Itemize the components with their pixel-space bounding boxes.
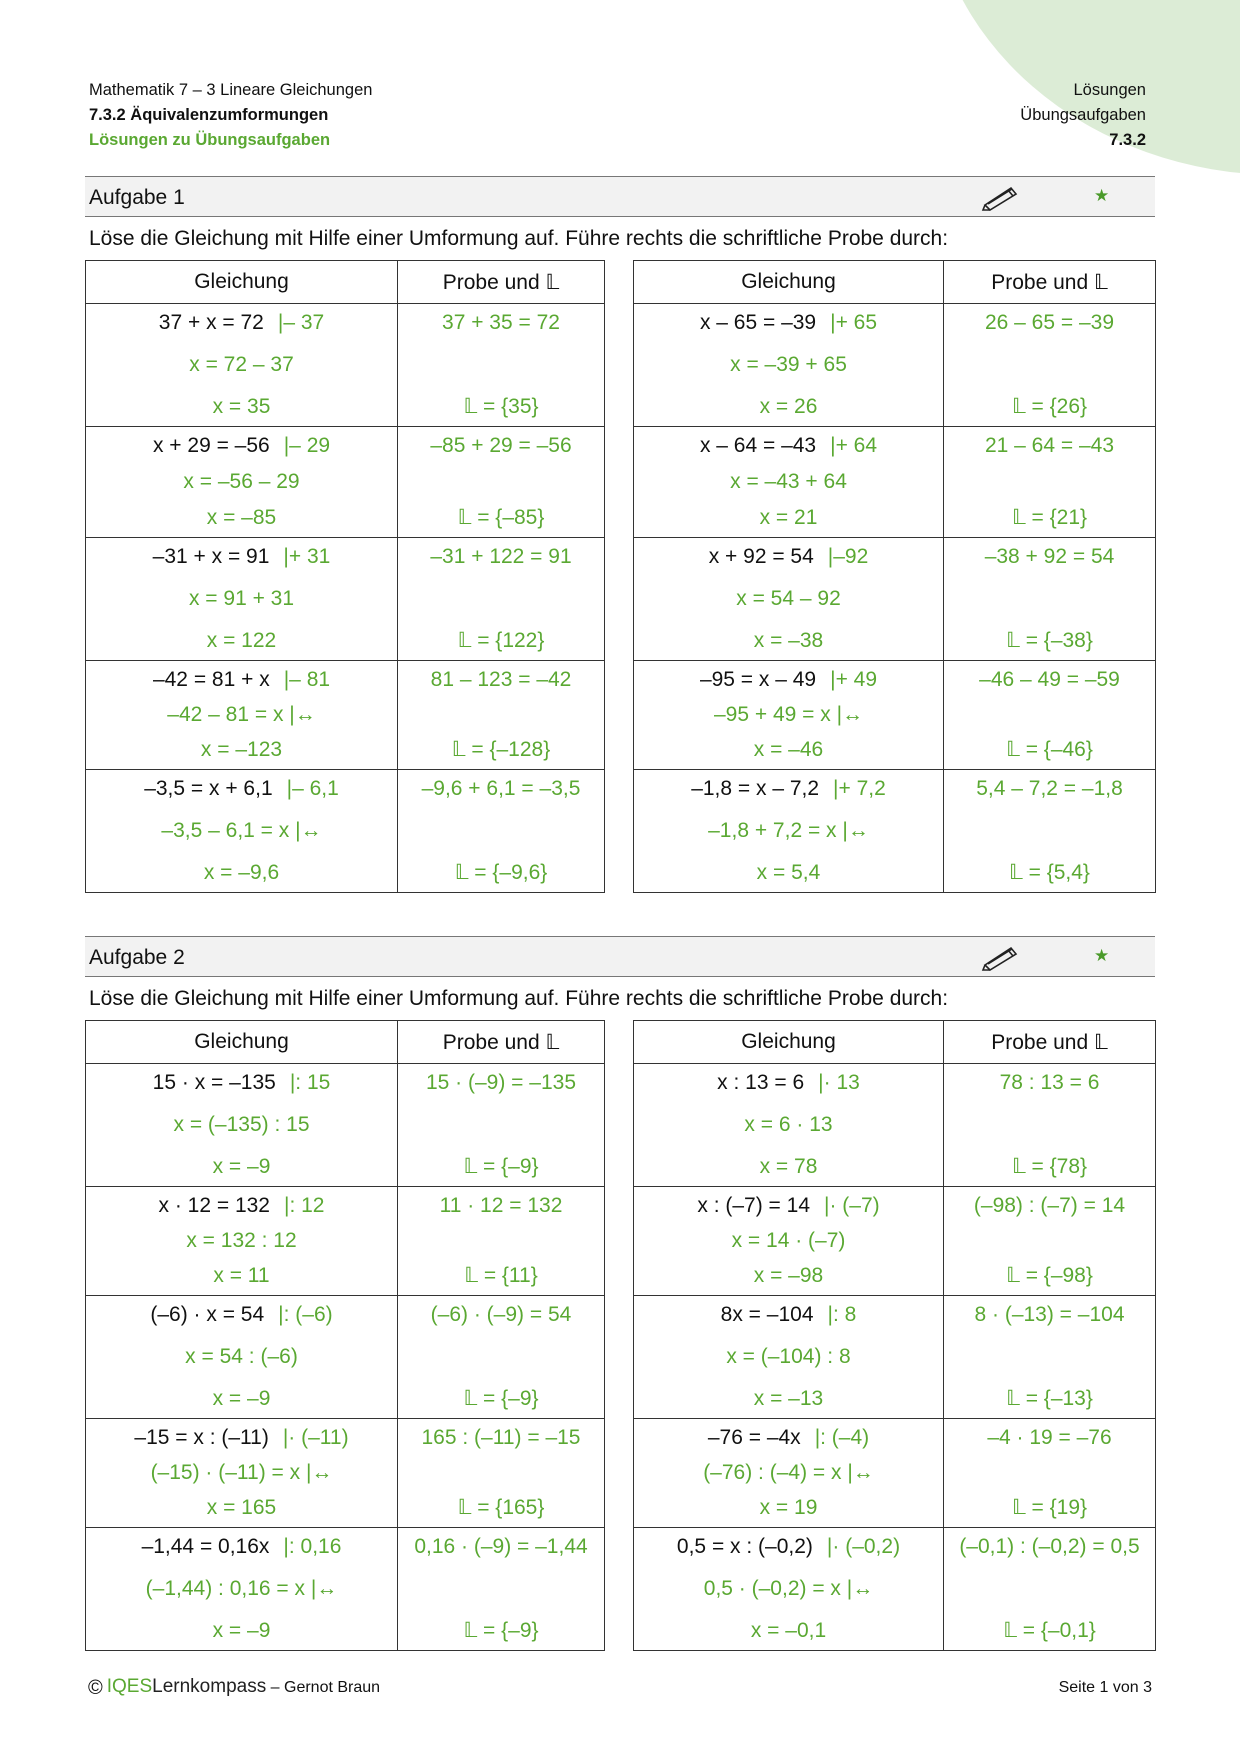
column-header-equation: Gleichung xyxy=(634,261,944,304)
equation-text: x – 65 = –39 xyxy=(699,311,817,334)
course-title: Mathematik 7 – 3 Lineare Gleichungen xyxy=(89,81,373,99)
probe-text: (–0,1) : (–0,2) = 0,5 xyxy=(959,1535,1140,1558)
probe-text: 81 – 123 = –42 xyxy=(430,668,572,691)
equation-table-right xyxy=(633,260,1156,893)
task-header xyxy=(85,176,1155,217)
operation-text: |· 13 xyxy=(818,1071,860,1094)
step-line: 0,5 · (–0,2) = x |↔ xyxy=(703,1577,874,1600)
solution-set: 𝕃 = {–46} xyxy=(1006,738,1093,761)
header-right-line2: Übungsaufgaben xyxy=(1020,106,1146,124)
equation-cell xyxy=(634,304,944,427)
solution-set: 𝕃 = {26} xyxy=(1011,395,1088,418)
pencil-icon xyxy=(981,183,1021,211)
equation-text: 15 · x = –135 xyxy=(152,1071,276,1094)
solution-set: 𝕃 = {–98} xyxy=(1006,1264,1093,1287)
solution-set: 𝕃 = {122} xyxy=(457,629,545,652)
equation-cell xyxy=(634,1528,944,1651)
equation-cell xyxy=(634,1296,944,1419)
result-line: x = 35 xyxy=(212,395,271,418)
equation-cell xyxy=(634,770,944,893)
probe-text: 26 – 65 = –39 xyxy=(984,311,1115,334)
equation-lines xyxy=(86,1064,397,1186)
probe-cell xyxy=(944,1187,1156,1296)
table-row xyxy=(86,1419,605,1528)
operation-text: |: 12 xyxy=(284,1194,325,1217)
operation-text: |+ 31 xyxy=(283,545,331,568)
equation-cell xyxy=(634,538,944,661)
equation-cell xyxy=(634,427,944,538)
probe-cell xyxy=(944,1528,1156,1651)
equation-lines xyxy=(634,304,943,426)
probe-text: –38 + 92 = 54 xyxy=(984,545,1115,568)
probe-cell xyxy=(398,1064,605,1187)
equation-text: –3,5 = x + 6,1 xyxy=(144,777,273,800)
table-row xyxy=(634,770,1156,893)
author: – Gernot Braun xyxy=(266,1679,381,1696)
probe-cell xyxy=(944,1064,1156,1187)
brand-lernkompass: Lernkompass xyxy=(152,1676,267,1697)
solution-set: 𝕃 = {11} xyxy=(464,1264,538,1287)
probe-text: 78 : 13 = 6 xyxy=(999,1071,1100,1094)
step-line: –42 – 81 = x |↔ xyxy=(167,703,316,726)
equation-cell xyxy=(86,538,398,661)
subtitle: Lösungen zu Übungsaufgaben xyxy=(89,131,331,149)
equation-cell xyxy=(86,1187,398,1296)
step-line: x = –56 – 29 xyxy=(183,470,300,493)
probe-cell xyxy=(944,304,1156,427)
equation-line xyxy=(86,544,397,570)
equation-line xyxy=(86,667,397,693)
solution-set: 𝕃 = {–9,6} xyxy=(454,861,548,884)
equation-table-left xyxy=(85,1020,605,1651)
step-line: –95 + 49 = x |↔ xyxy=(713,703,864,726)
equation-table-left xyxy=(85,260,605,893)
task-header xyxy=(85,936,1155,977)
header-left xyxy=(89,78,372,153)
solution-set: 𝕃 = {–0,1} xyxy=(1003,1619,1096,1642)
probe-lines xyxy=(944,1296,1155,1418)
operation-text: |· (–7) xyxy=(824,1194,880,1217)
column-header-equation: Gleichung xyxy=(86,1021,398,1064)
operation-text: |· (–11) xyxy=(282,1426,349,1449)
header-right-line1: Lösungen xyxy=(1073,81,1146,99)
step-line: x = 54 – 92 xyxy=(736,587,841,610)
probe-cell xyxy=(944,770,1156,893)
equation-lines xyxy=(634,1064,943,1186)
probe-text: 11 · 12 = 132 xyxy=(439,1194,563,1217)
solution-set: 𝕃 = {21} xyxy=(1011,506,1088,529)
result-line: x = –85 xyxy=(206,506,277,529)
table-row xyxy=(634,1528,1156,1651)
table-row xyxy=(634,538,1156,661)
probe-lines xyxy=(944,538,1155,660)
equation-line xyxy=(634,776,943,802)
equation-cell xyxy=(86,1064,398,1187)
equation-text: 37 + x = 72 xyxy=(158,311,264,334)
probe-lines xyxy=(398,1528,604,1650)
header-right-line3: 7.3.2 xyxy=(1109,131,1146,149)
probe-text: (–6) · (–9) = 54 xyxy=(430,1303,572,1326)
equation-cell xyxy=(86,770,398,893)
table-row xyxy=(86,1528,605,1651)
result-line: x = –0,1 xyxy=(750,1619,827,1642)
solution-set: 𝕃 = {5,4} xyxy=(1009,861,1090,884)
probe-lines xyxy=(944,1419,1155,1527)
page-number: Seite 1 von 3 xyxy=(1058,1679,1152,1696)
probe-text: 0,16 · (–9) = –1,44 xyxy=(414,1535,588,1558)
probe-lines xyxy=(398,538,604,660)
probe-lines xyxy=(398,770,604,892)
equation-line xyxy=(86,1425,397,1451)
probe-lines xyxy=(944,1187,1155,1295)
table-row xyxy=(86,1187,605,1296)
table-row xyxy=(86,1296,605,1419)
equation-lines xyxy=(634,427,943,537)
equation-lines xyxy=(86,538,397,660)
result-line: x = –13 xyxy=(753,1387,824,1410)
footer xyxy=(88,1676,380,1700)
table-row xyxy=(634,304,1156,427)
result-line: x = 26 xyxy=(759,395,818,418)
probe-cell xyxy=(944,538,1156,661)
equation-lines xyxy=(634,1419,943,1527)
probe-lines xyxy=(944,304,1155,426)
operation-text: |: (–4) xyxy=(814,1426,870,1449)
equation-line xyxy=(634,1193,943,1219)
equation-text: x + 29 = –56 xyxy=(152,434,270,457)
result-line: x = –98 xyxy=(753,1264,824,1287)
probe-text: –9,6 + 6,1 = –3,5 xyxy=(421,777,581,800)
result-line: x = 78 xyxy=(759,1155,818,1178)
solution-set: 𝕃 = {165} xyxy=(457,1496,545,1519)
equation-text: –95 = x – 49 xyxy=(699,668,817,691)
operation-text: |–92 xyxy=(827,545,869,568)
equation-line xyxy=(634,1302,943,1328)
operation-text: |: 8 xyxy=(827,1303,857,1326)
step-line: (–15) · (–11) = x |↔ xyxy=(150,1461,333,1484)
solution-set: 𝕃 = {–13} xyxy=(1006,1387,1093,1410)
result-line: x = –9,6 xyxy=(203,861,280,884)
solution-set: 𝕃 = {35} xyxy=(463,395,539,418)
equation-lines xyxy=(86,1296,397,1418)
table-row xyxy=(634,427,1156,538)
probe-text: 165 : (–11) = –15 xyxy=(421,1426,581,1449)
column-header-probe: Probe und 𝕃 xyxy=(398,1021,605,1064)
probe-cell xyxy=(944,1296,1156,1419)
step-line: x = 54 : (–6) xyxy=(185,1345,298,1368)
probe-text: –85 + 29 = –56 xyxy=(430,434,572,457)
equation-cell xyxy=(86,304,398,427)
equation-lines xyxy=(86,1419,397,1527)
equation-text: –76 = –4x xyxy=(707,1426,801,1449)
section-title: 7.3.2 Äquivalenzumformungen xyxy=(89,106,329,124)
probe-cell xyxy=(398,304,605,427)
solution-set: 𝕃 = {–128} xyxy=(451,738,551,761)
probe-lines xyxy=(944,661,1155,769)
equation-lines xyxy=(86,770,397,892)
probe-lines xyxy=(944,1528,1155,1650)
equation-line xyxy=(634,1534,943,1560)
table-row xyxy=(634,1296,1156,1419)
probe-cell xyxy=(398,661,605,770)
equation-line xyxy=(86,433,397,459)
equation-lines xyxy=(634,770,943,892)
operation-text: |: 15 xyxy=(289,1071,331,1094)
column-header-equation: Gleichung xyxy=(634,1021,944,1064)
probe-cell xyxy=(398,770,605,893)
probe-cell xyxy=(398,427,605,538)
equation-text: x : (–7) = 14 xyxy=(697,1194,810,1217)
result-line: x = 165 xyxy=(206,1496,277,1519)
probe-text: –46 – 49 = –59 xyxy=(979,668,1120,691)
table-row xyxy=(634,1187,1156,1296)
probe-cell xyxy=(398,1296,605,1419)
equation-line xyxy=(634,1425,943,1451)
table-row xyxy=(86,538,605,661)
equation-line xyxy=(634,433,943,459)
equation-cell xyxy=(86,1419,398,1528)
probe-text: –4 · 19 = –76 xyxy=(987,1426,1112,1449)
brand-iqes: IQES xyxy=(106,1676,153,1697)
result-line: x = 19 xyxy=(759,1496,818,1519)
result-line: x = 11 xyxy=(213,1264,270,1287)
table-row xyxy=(86,770,605,893)
equation-cell xyxy=(86,661,398,770)
table-row xyxy=(634,1419,1156,1528)
solution-set: 𝕃 = {–85} xyxy=(457,506,545,529)
equation-cell xyxy=(634,661,944,770)
probe-text: 21 – 64 = –43 xyxy=(984,434,1115,457)
equation-cell xyxy=(634,1187,944,1296)
result-line: x = –9 xyxy=(212,1619,271,1642)
equation-line xyxy=(86,1193,397,1219)
solution-set: 𝕃 = {–38} xyxy=(1006,629,1093,652)
equation-table-right xyxy=(633,1020,1156,1651)
result-line: x = –46 xyxy=(753,738,824,761)
solution-set: 𝕃 = {78} xyxy=(1011,1155,1088,1178)
equation-cell xyxy=(86,427,398,538)
step-line: x = –43 + 64 xyxy=(730,470,847,493)
operation-text: |+ 49 xyxy=(830,668,878,691)
operation-text: |: (–6) xyxy=(278,1303,333,1326)
equation-line xyxy=(634,667,943,693)
equation-text: –1,44 = 0,16x xyxy=(141,1535,270,1558)
header-right xyxy=(1020,78,1146,153)
star-icon: ★ xyxy=(1094,186,1110,205)
probe-cell xyxy=(398,1187,605,1296)
step-line: x = 91 + 31 xyxy=(188,587,295,610)
table-row xyxy=(86,304,605,427)
operation-text: |· (–0,2) xyxy=(826,1535,901,1558)
probe-cell xyxy=(944,661,1156,770)
equation-line xyxy=(86,310,397,336)
equation-text: –31 + x = 91 xyxy=(152,545,270,568)
equation-lines xyxy=(634,1187,943,1295)
step-line: x = 132 : 12 xyxy=(186,1229,297,1252)
table-row xyxy=(86,427,605,538)
table-row xyxy=(86,1064,605,1187)
column-header-equation: Gleichung xyxy=(86,261,398,304)
probe-lines xyxy=(944,1064,1155,1186)
equation-line xyxy=(634,1070,943,1096)
equation-line xyxy=(634,544,943,570)
equation-text: –1,8 = x – 7,2 xyxy=(691,777,820,800)
step-line: x = 6 · 13 xyxy=(744,1113,833,1136)
equation-lines xyxy=(634,661,943,769)
probe-cell xyxy=(398,1528,605,1651)
equation-text: x + 92 = 54 xyxy=(708,545,814,568)
equation-lines xyxy=(86,1528,397,1650)
equation-line xyxy=(86,1302,397,1328)
step-line: –1,8 + 7,2 = x |↔ xyxy=(708,819,869,842)
probe-lines xyxy=(398,1064,604,1186)
step-line: (–1,44) : 0,16 = x |↔ xyxy=(145,1577,338,1600)
operation-text: |+ 7,2 xyxy=(833,777,886,800)
equation-line xyxy=(86,1070,397,1096)
equation-lines xyxy=(634,538,943,660)
equation-text: x : 13 = 6 xyxy=(717,1071,805,1094)
task-instruction: Löse die Gleichung mit Hilfe einer Umformung auf. Führe rechts die schriftliche Probe durch: xyxy=(89,987,949,1010)
step-line: x = –39 + 65 xyxy=(730,353,847,376)
equation-cell xyxy=(86,1528,398,1651)
probe-cell xyxy=(398,538,605,661)
equation-text: –42 = 81 + x xyxy=(152,668,270,691)
probe-cell xyxy=(944,427,1156,538)
operation-text: |– 29 xyxy=(283,434,331,457)
equation-lines xyxy=(86,1187,397,1295)
probe-text: 5,4 – 7,2 = –1,8 xyxy=(976,777,1123,800)
equation-cell xyxy=(634,1064,944,1187)
operation-text: |– 6,1 xyxy=(286,777,339,800)
equation-lines xyxy=(634,1528,943,1650)
operation-text: |+ 64 xyxy=(830,434,878,457)
equation-lines xyxy=(86,661,397,769)
operation-text: |: 0,16 xyxy=(283,1535,342,1558)
step-line: –3,5 – 6,1 = x |↔ xyxy=(161,819,322,842)
probe-lines xyxy=(398,304,604,426)
probe-lines xyxy=(944,427,1155,537)
probe-cell xyxy=(398,1419,605,1528)
result-line: x = 122 xyxy=(206,629,277,652)
equation-lines xyxy=(86,427,397,537)
star-icon: ★ xyxy=(1094,946,1110,965)
operation-text: |– 37 xyxy=(277,311,325,334)
column-header-probe: Probe und 𝕃 xyxy=(398,261,605,304)
result-line: x = 5,4 xyxy=(756,861,821,884)
equation-line xyxy=(634,310,943,336)
result-line: x = –9 xyxy=(212,1155,271,1178)
step-line: x = 72 – 37 xyxy=(189,353,294,376)
solution-set: 𝕃 = {–9} xyxy=(463,1155,539,1178)
step-line: x = (–135) : 15 xyxy=(173,1113,310,1136)
equation-cell xyxy=(634,1419,944,1528)
equation-text: –15 = x : (–11) xyxy=(134,1426,269,1449)
equation-text: (–6) · x = 54 xyxy=(150,1303,265,1326)
equation-text: x · 12 = 132 xyxy=(158,1194,270,1217)
step-line: (–76) : (–4) = x |↔ xyxy=(703,1461,874,1484)
result-line: x = 21 xyxy=(759,506,818,529)
probe-text: –31 + 122 = 91 xyxy=(430,545,572,568)
equation-lines xyxy=(634,1296,943,1418)
probe-text: 37 + 35 = 72 xyxy=(442,311,560,334)
probe-lines xyxy=(398,1419,604,1527)
task-title: Aufgabe 2 xyxy=(89,946,185,969)
probe-lines xyxy=(398,427,604,537)
probe-text: 15 · (–9) = –135 xyxy=(425,1071,576,1094)
task-instruction: Löse die Gleichung mit Hilfe einer Umformung auf. Führe rechts die schriftliche Probe durch: xyxy=(89,227,949,250)
task-title: Aufgabe 1 xyxy=(89,186,185,209)
table-row xyxy=(634,1064,1156,1187)
step-line: x = 14 · (–7) xyxy=(731,1229,846,1252)
result-line: x = –38 xyxy=(753,629,824,652)
probe-cell xyxy=(944,1419,1156,1528)
solution-set: 𝕃 = {19} xyxy=(1011,1496,1088,1519)
result-line: x = –9 xyxy=(212,1387,271,1410)
table-row xyxy=(634,661,1156,770)
column-header-probe: Probe und 𝕃 xyxy=(944,1021,1156,1064)
equation-text: x – 64 = –43 xyxy=(699,434,817,457)
operation-text: |+ 65 xyxy=(830,311,878,334)
probe-lines xyxy=(398,661,604,769)
probe-lines xyxy=(398,1296,604,1418)
solution-set: 𝕃 = {–9} xyxy=(463,1387,539,1410)
operation-text: |– 81 xyxy=(283,668,331,691)
equation-line xyxy=(86,776,397,802)
solution-set: 𝕃 = {–9} xyxy=(463,1619,539,1642)
equation-cell xyxy=(86,1296,398,1419)
column-header-probe: Probe und 𝕃 xyxy=(944,261,1156,304)
equation-lines xyxy=(86,304,397,426)
pencil-icon xyxy=(981,943,1021,971)
probe-text: (–98) : (–7) = 14 xyxy=(973,1194,1126,1217)
equation-text: 0,5 = x : (–0,2) xyxy=(676,1535,813,1558)
probe-text: 8 · (–13) = –104 xyxy=(974,1303,1125,1326)
table-row xyxy=(86,661,605,770)
result-line: x = –123 xyxy=(200,738,283,761)
probe-lines xyxy=(398,1187,604,1295)
step-line: x = (–104) : 8 xyxy=(726,1345,851,1368)
equation-line xyxy=(86,1534,397,1560)
equation-text: 8x = –104 xyxy=(720,1303,814,1326)
probe-lines xyxy=(944,770,1155,892)
copyright-symbol: © xyxy=(88,1677,103,1699)
